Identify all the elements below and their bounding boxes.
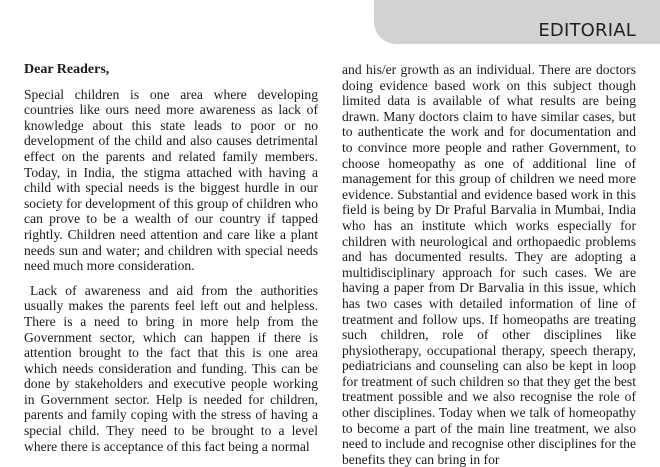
article-column-left (24, 62, 318, 454)
paragraph: and his/er growth as an individual. There are doctors doing evidence based work on this subject though limited data is available of what results are being drawn. Many doctors claim to have similar cases, but to authenticate the work and for documentation and to convince more people and rather Government, to choose homeopathy as one of additional line of management for this group of children we need more evidence. Substantial and evidence based work in this field is being by Dr Praful Barvalia in Mumbai, India who has an institute which works especially for children with neurological and orthopaedic problems and has documented results. They are adopting a multidisciplinary approach for such cases. We are having a paper from Dr Barvalia in this issue, which has two cases with detailed information of line of treatment and follow ups. If homeopaths are treating such children, role of other disciplines like physiotherapy, occupational therapy, speech therapy, pediatricians and counseling can also be kept in loop for treatment of such children so that they get the best treatment possible and we also recognise the role of other disciplines. Today when we talk of homeopathy to become a part of the main line treatment, we also need to include and recognise other disciplines for the benefits they can bring in for (342, 62, 636, 467)
paragraph: Lack of awareness and aid from the authorities usually makes the parents feel left out and helpless. There is a need to bring in more help from the Government sector, which can happen if there is attention brought to the fact that this is one area which needs consideration and funding. This can be done by stakeholders and executive people working in Government sector. Help is needed for children, parents and family coping with the stress of having a special child. They need to be brought to a level where there is acceptance of this fact being a normal (24, 282, 318, 454)
section-header-band (374, 0, 660, 44)
article-column-right (342, 62, 636, 467)
salutation: Dear Readers, (24, 62, 110, 77)
section-title: EDITORIAL (538, 20, 636, 41)
paragraph: Special children is one area where developing countries like ours need more awareness as lack of knowledge about this state leads to poor or no development of the child and also causes detrimental effect on the parents and related family members. Today, in India, the stigma attached with having a child with special needs is the biggest hurdle in our society for development of this group of children who can prove to be a wealth of our country if tapped rightly. Children need attention and care like a plant needs sun and water; and children with special needs need much more consideration. (24, 86, 318, 274)
